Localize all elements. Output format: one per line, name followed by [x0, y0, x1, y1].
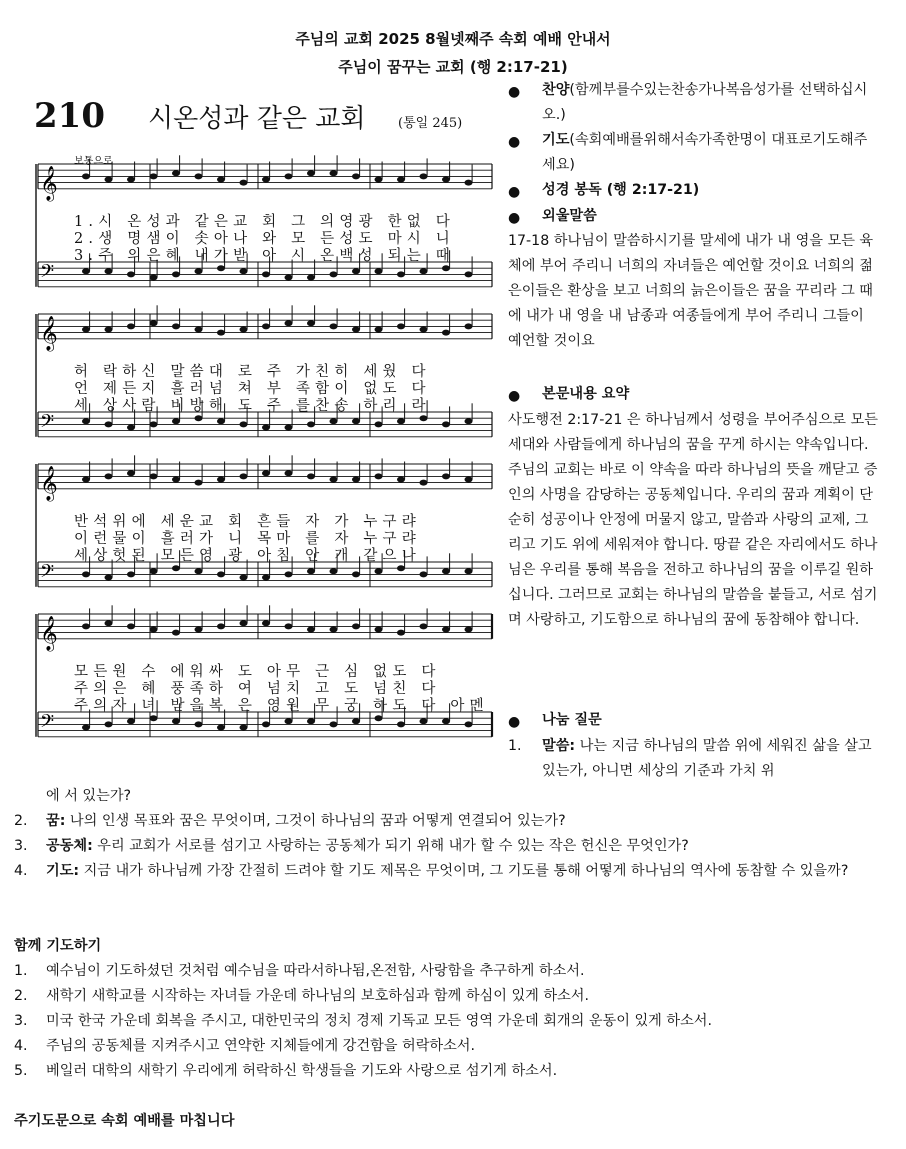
prayer-number: 3.: [14, 1013, 28, 1029]
question-label: 기도:: [46, 863, 80, 879]
note-head: [240, 268, 248, 274]
note-head: [352, 718, 360, 724]
note-head: [127, 623, 135, 629]
note-head: [82, 418, 90, 424]
note-head: [442, 177, 450, 183]
note-head: [420, 415, 428, 421]
hymn-unified-number: (통일 245): [398, 116, 463, 131]
bass-clef-icon: 𝄢: [40, 411, 55, 437]
note-head: [262, 425, 270, 431]
note-head: [307, 320, 315, 326]
note-head: [442, 473, 450, 479]
prayer-item: 새학기 새학교를 시작하는 자녀들 가운데 하나님의 보호하심과 함께 하심이 있게 하소서.: [46, 988, 589, 1004]
note-head: [285, 425, 293, 431]
prayer-label: 기도: [542, 132, 570, 148]
note-head: [195, 327, 203, 333]
note-head: [105, 575, 113, 581]
note-head: [420, 718, 428, 724]
note-head: [172, 718, 180, 724]
prayer-number: 5.: [14, 1063, 28, 1079]
note-head: [150, 421, 158, 427]
note-head: [307, 275, 315, 281]
note-head: [330, 627, 338, 633]
lyrics-system-2: [74, 364, 494, 415]
note-head: [240, 725, 248, 731]
note-head: [240, 327, 248, 333]
note-head: [82, 725, 90, 731]
note-head: [105, 327, 113, 333]
question-text: 나는 지금 하나님의 말씀 위에 세워진 삶을 살고 있는가, 아니면 세상의 기준과 가치 위: [542, 738, 872, 779]
note-head: [397, 477, 405, 483]
note-head: [127, 425, 135, 431]
hymn-title: 시온성과 같은 교회: [148, 104, 366, 134]
note-head: [375, 715, 383, 721]
note-head: [330, 271, 338, 277]
note-head: [420, 623, 428, 629]
lyric-line: 주의은 혜 풍족하 여 넘치 고 도 넘친 다: [74, 681, 441, 697]
prayer-number: 2.: [14, 988, 28, 1004]
note-head: [240, 620, 248, 626]
note-head: [195, 627, 203, 633]
lyric-line: 세상헛된 모든영 광 아침 안 개 같으나: [74, 548, 421, 564]
note-head: [397, 271, 405, 277]
praise-label: 찬양: [542, 82, 570, 98]
lyrics-system-4: [74, 664, 494, 715]
question-number: 4.: [14, 863, 28, 879]
note-head: [217, 623, 225, 629]
bullet-icon: ●: [508, 210, 521, 226]
note-head: [172, 477, 180, 483]
note-head: [82, 173, 90, 179]
bass-clef-icon: 𝄢: [40, 561, 55, 587]
note-head: [465, 477, 473, 483]
bulletin-title: 주님의 교회 2025 8월넷째주 속회 예배 안내서: [295, 30, 611, 48]
note-head: [420, 268, 428, 274]
note-head: [172, 565, 180, 571]
note-head: [105, 177, 113, 183]
question-3: [46, 834, 876, 859]
prayer-note: (속회예배를위해서속가족한명이 대표로기도해주세요): [542, 132, 868, 173]
note-head: [420, 327, 428, 333]
note-head: [330, 721, 338, 727]
note-head: [375, 473, 383, 479]
note-head: [82, 268, 90, 274]
note-head: [307, 473, 315, 479]
question-text: 지금 내가 하나님께 가장 간절히 드려야 할 기도 제목은 무엇이며, 그 기도를 통해 어떻게 하나님의 역사에 동참할 수 있을까?: [79, 863, 849, 879]
note-head: [352, 173, 360, 179]
note-head: [217, 265, 225, 271]
prayer-number: 1.: [14, 963, 28, 979]
note-head: [307, 421, 315, 427]
lyric-line: 3.주 의은혜 내가받 아 시 온백성 되는 때: [74, 248, 456, 264]
note-head: [285, 571, 293, 577]
bass-clef-icon: 𝄢: [40, 711, 55, 737]
question-label: 말씀:: [542, 738, 576, 754]
bullet-icon: ●: [508, 184, 521, 200]
question-1: [542, 734, 877, 784]
question-label: 공동체:: [46, 838, 93, 854]
bullet-icon: ●: [508, 134, 521, 150]
note-head: [307, 170, 315, 176]
note-head: [330, 170, 338, 176]
note-head: [330, 418, 338, 424]
note-head: [330, 568, 338, 574]
note-head: [172, 323, 180, 329]
note-head: [195, 721, 203, 727]
note-head: [307, 718, 315, 724]
note-head: [375, 421, 383, 427]
note-head: [82, 571, 90, 577]
note-head: [352, 571, 360, 577]
note-head: [195, 415, 203, 421]
memorize-heading: 외울말씀: [542, 208, 597, 224]
lyric-line: 언 제든지 흘러넘 쳐 부 족함이 없도 다: [74, 381, 431, 397]
lyric-line: 모든원 수 에워싸 도 아무 근 심 없도 다: [74, 664, 441, 680]
note-head: [397, 418, 405, 424]
note-head: [127, 177, 135, 183]
note-head: [82, 327, 90, 333]
prayer-number: 4.: [14, 1038, 28, 1054]
note-head: [127, 271, 135, 277]
note-head: [397, 630, 405, 636]
note-head: [150, 320, 158, 326]
praise-item: [542, 78, 877, 128]
note-head: [442, 627, 450, 633]
note-head: [150, 275, 158, 281]
note-head: [307, 627, 315, 633]
note-head: [195, 568, 203, 574]
treble-clef-icon: 𝄞: [40, 165, 58, 201]
note-head: [442, 421, 450, 427]
note-head: [217, 177, 225, 183]
note-head: [105, 268, 113, 274]
note-head: [150, 627, 158, 633]
note-head: [375, 268, 383, 274]
question-number: 1.: [508, 738, 522, 754]
note-head: [172, 418, 180, 424]
note-head: [262, 721, 270, 727]
note-head: [285, 320, 293, 326]
note-head: [375, 568, 383, 574]
note-head: [262, 575, 270, 581]
note-head: [285, 718, 293, 724]
note-head: [172, 170, 180, 176]
note-head: [465, 180, 473, 186]
note-head: [105, 473, 113, 479]
note-head: [465, 721, 473, 727]
bass-clef-icon: 𝄢: [40, 261, 55, 287]
note-head: [172, 271, 180, 277]
note-head: [150, 715, 158, 721]
note-head: [150, 473, 158, 479]
prayer-item: [542, 128, 877, 178]
note-head: [195, 268, 203, 274]
treble-clef-icon: 𝄞: [40, 315, 58, 351]
memorize-text: 17-18 하나님이 말씀하시기를 말세에 내가 내 영을 모든 육체에 부어 주리니 너희의 자녀들은 예언할 것이요 너희의 젊은이들은 환상을 보고 너희의 늙은이들은 꿈을 꾸리라 그 때에 내가 내 영을 내 남종과 여종들에게 부어 주리니 그들이 예언할 것이요: [508, 233, 874, 349]
question-number: 2.: [14, 813, 28, 829]
note-head: [442, 330, 450, 336]
summary-heading: 본문내용 요약: [542, 386, 630, 402]
note-head: [262, 470, 270, 476]
treble-clef-icon: 𝄞: [40, 615, 58, 651]
note-head: [285, 623, 293, 629]
sermon-title: 주님이 꿈꾸는 교회 (행 2:17-21): [338, 58, 568, 76]
lyric-line: 1.시 온성과 같은교 회 그 의영광 한없 다: [74, 214, 456, 230]
hymn-number: 210: [34, 96, 105, 136]
note-head: [465, 271, 473, 277]
note-head: [465, 323, 473, 329]
question-number: 3.: [14, 838, 28, 854]
prayer-item: 베일러 대학의 새학기 우리에게 허락하신 학생들을 기도와 사랑으로 섬기게 하소서.: [46, 1063, 558, 1079]
note-head: [420, 480, 428, 486]
note-head: [217, 330, 225, 336]
note-head: [352, 623, 360, 629]
hymn-score: [30, 92, 500, 792]
note-head: [150, 568, 158, 574]
lyric-line: 2.생 명샘이 솟아나 와 모 든성도 마시 니: [74, 231, 456, 247]
bullet-icon: ●: [508, 714, 521, 730]
question-text: 우리 교회가 서로를 섬기고 사랑하는 공동체가 되기 위해 내가 할 수 있는 작은 헌신은 무엇인가?: [92, 838, 689, 854]
prayer-item: 예수님이 기도하셨던 것처럼 예수님을 따라서하나됨,온전함, 사랑함을 추구하게 하소서.: [46, 963, 585, 979]
lyrics-system-1: [74, 214, 494, 265]
note-head: [397, 177, 405, 183]
tempo-marking: 보통으로: [74, 156, 113, 167]
note-head: [285, 173, 293, 179]
note-head: [397, 565, 405, 571]
note-head: [420, 571, 428, 577]
note-head: [105, 721, 113, 727]
note-head: [465, 627, 473, 633]
note-head: [285, 470, 293, 476]
note-head: [262, 620, 270, 626]
note-head: [307, 568, 315, 574]
summary-text: 사도행전 2:17-21 은 하나님께서 성령을 부어주심으로 모든 세대와 사람들에게 하나님의 꿈을 꾸게 하시는 약속입니다. 주님의 교회는 바로 이 약속을 따라 하나님의 뜻을 깨닫고 증인의 사명을 감당하는 공동체입니다. 우리의 꿈과 계획이 단순히 성공이나 안정에 머물지 않고, 말씀과 사랑의 교제, 그리고 기도 위에 세워져야 합니다. 땅끝 같은 자리에서도 하나님은 우리를 통해 복음을 전하고 하나님의 꿈을 이루길 원하십니다. 그러므로 교회는 하나님의 말씀을 붙들고, 서로 섬기며 사랑하고, 기도함으로 하나님의 꿈에 동참해야 합니다.: [508, 412, 878, 628]
note-head: [127, 718, 135, 724]
prayer-item: 미국 한국 가운데 회복을 주시고, 대한민국의 정치 경제 기독교 모든 영역 가운데 회개의 운동이 있게 하소서.: [46, 1013, 712, 1029]
note-head: [330, 477, 338, 483]
note-head: [262, 323, 270, 329]
question-label: 꿈:: [46, 813, 66, 829]
praise-note: (함께부를수있는찬송가나복음성가를 선택하십시오.): [542, 82, 868, 123]
note-head: [442, 718, 450, 724]
lyric-line: 허 락하신 말씀대 로 주 가친히 세웠 다: [74, 364, 431, 380]
note-head: [465, 568, 473, 574]
question-2: [46, 809, 876, 834]
note-head: [375, 177, 383, 183]
closing-line: 주기도문으로 속회 예배를 마칩니다: [14, 1113, 235, 1129]
note-head: [420, 173, 428, 179]
note-head: [375, 627, 383, 633]
note-head: [127, 571, 135, 577]
note-head: [397, 323, 405, 329]
bullet-icon: ●: [508, 388, 521, 404]
note-head: [82, 477, 90, 483]
question-1-continued: 에 서 있는가?: [46, 788, 132, 804]
note-head: [195, 480, 203, 486]
note-head: [82, 623, 90, 629]
lyric-line: 세 상사람 비방해 도 주 를찬송 하리 라: [74, 398, 431, 414]
note-head: [217, 418, 225, 424]
note-head: [352, 477, 360, 483]
prayer-item: 주님의 공동체를 지켜주시고 연약한 지체들에게 강건함을 허락하소서.: [46, 1038, 476, 1054]
note-head: [105, 620, 113, 626]
note-head: [105, 421, 113, 427]
note-head: [195, 173, 203, 179]
note-head: [262, 177, 270, 183]
note-head: [240, 421, 248, 427]
note-head: [442, 265, 450, 271]
note-head: [262, 271, 270, 277]
note-head: [330, 323, 338, 329]
note-head: [217, 571, 225, 577]
questions-heading: 나눔 질문: [542, 712, 602, 728]
note-head: [442, 568, 450, 574]
question-4: [46, 859, 876, 884]
note-head: [465, 418, 473, 424]
note-head: [352, 327, 360, 333]
note-head: [397, 721, 405, 727]
note-head: [127, 470, 135, 476]
note-head: [240, 575, 248, 581]
note-head: [150, 173, 158, 179]
lyric-line: 반석위에 세운교 회 흔들 자 가 누구랴: [74, 514, 421, 530]
bullet-icon: ●: [508, 84, 521, 100]
note-head: [240, 473, 248, 479]
note-head: [285, 275, 293, 281]
reading-heading: 성경 봉독 (행 2:17-21): [542, 182, 700, 198]
note-head: [217, 725, 225, 731]
note-head: [352, 418, 360, 424]
question-text: 나의 인생 목표와 꿈은 무엇이며, 그것이 하나님의 꿈과 어떻게 연결되어 있는가?: [65, 813, 566, 829]
note-head: [375, 327, 383, 333]
note-head: [240, 180, 248, 186]
lyric-line: 주의자 녀 받을복 은 영원 무 궁 하도 다 아멘: [74, 698, 489, 714]
note-head: [352, 268, 360, 274]
treble-clef-icon: 𝄞: [40, 465, 58, 501]
lyric-line: 이런물이 흘러가 니 목마 를 자 누구랴: [74, 531, 421, 547]
prayer-section-title: 함께 기도하기: [14, 938, 102, 954]
note-head: [127, 323, 135, 329]
lyrics-system-3: [74, 514, 494, 565]
note-head: [172, 630, 180, 636]
note-head: [217, 477, 225, 483]
